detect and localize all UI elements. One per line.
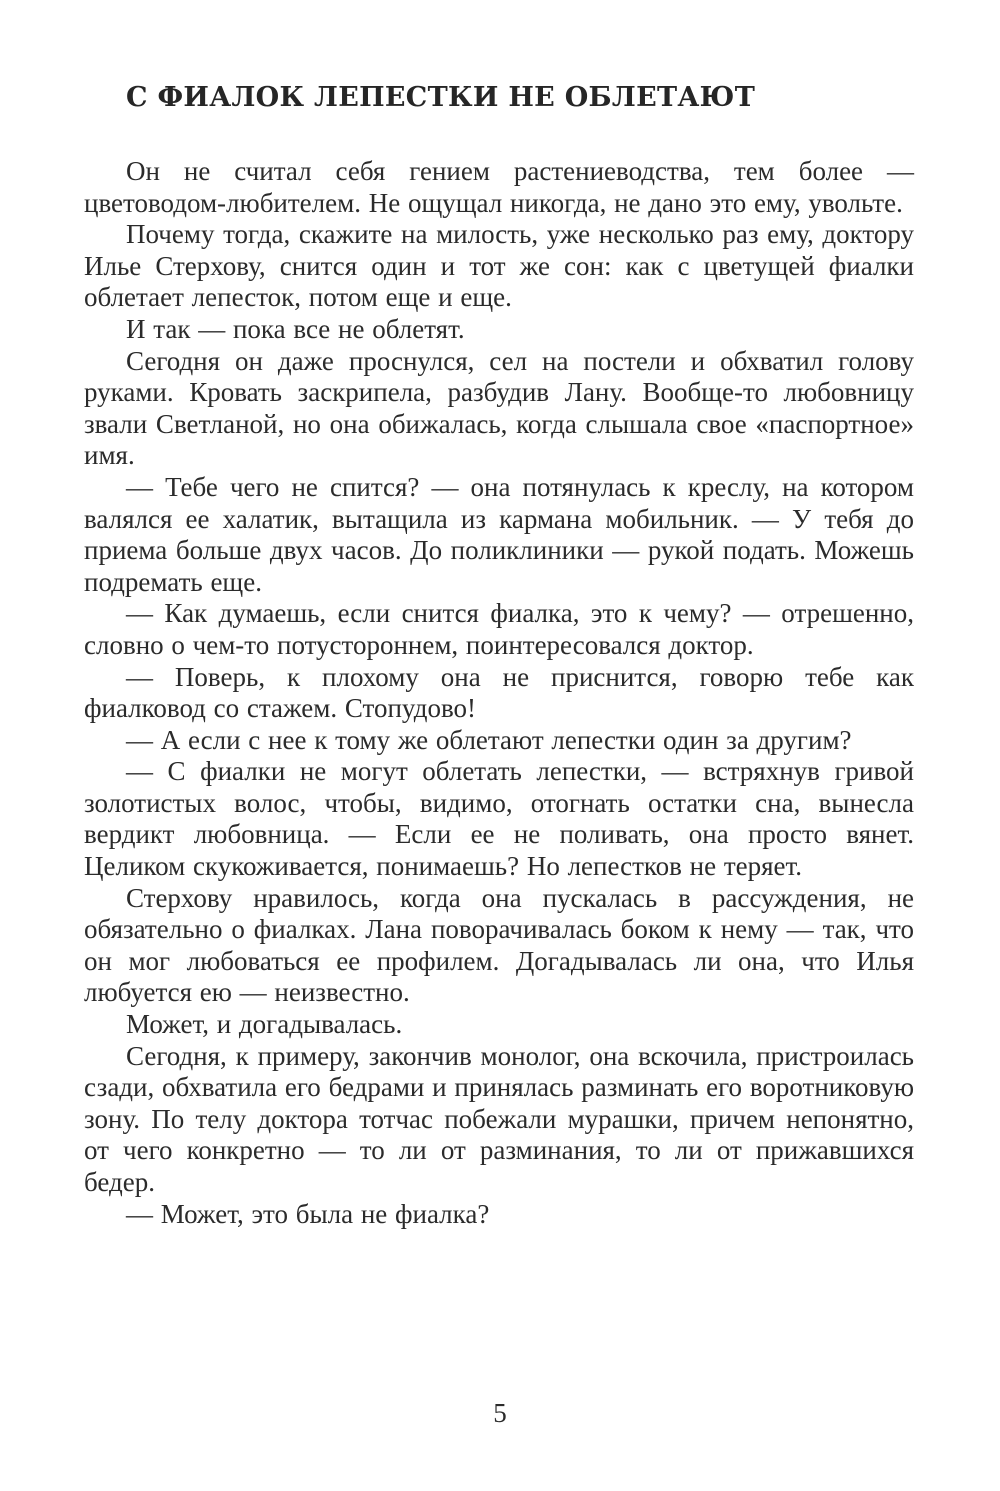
paragraph: — С фиалки не могут облетать лепестки, — встряхнув гривой золотистых волос, чтобы, видимо, отогнать остатки сна, вынесла вердикт любовница. — Если ее не поливать, она просто вянет. Целиком скукоживается, понимаешь? Но лепестков не теряет. — [84, 756, 914, 882]
paragraph: — А если с нее к тому же облетают лепестки один за другим? — [126, 724, 852, 755]
paragraph: Может, и догадывалась. — [126, 1009, 403, 1040]
paragraph: — Поверь, к плохому она не приснится, говорю тебе как фиалковод со стажем. Стопудово! — [84, 661, 914, 724]
paragraph: Стерхову нравилось, когда она пускалась в рассуждения, не обязательно о фиалках. Лана поворачивалась боком к нему — так, что он мог любоваться ее профилем. Догадывалась ли она, что Илья любуется ею — неизвестно. — [84, 882, 914, 1008]
paragraph: — Тебе чего не спится? — она потянулась к креслу, на котором валялся ее халатик, вытащила из кармана мобильник. — У тебя до приема больше двух часов. До поликлиники — рукой подать. Можешь подремать еще. — [84, 471, 914, 597]
paragraph: И так — пока все не облетят. — [126, 313, 465, 344]
paragraph: — Может, это была не фиалка? — [126, 1198, 490, 1229]
paragraph: Почему тогда, скажите на милость, уже несколько раз ему, доктору Илье Стерхову, снится один и тот же сон: как с цветущей фиалки облетает лепесток, потом еще и еще. — [84, 219, 914, 313]
page-number: 5 — [493, 1398, 507, 1428]
paragraph: Сегодня, к примеру, закончив монолог, она вскочила, пристроилась сзади, обхватила его бедрами и принялась разминать его воротниковую зону. По телу доктора тотчас побежали мурашки, причем непонятно, от чего конкретно — то ли от разминания, то ли от прижавшихся бедер. — [84, 1040, 914, 1197]
chapter-title: С ФИАЛОК ЛЕПЕСТКИ НЕ ОБЛЕТАЮТ — [126, 82, 756, 113]
paragraph: — Как думаешь, если снится фиалка, это к чему? — отрешенно, словно о чем-то потустороннем, поинтересовался доктор. — [84, 598, 914, 660]
chapter-body — [84, 156, 914, 1230]
paragraph: Сегодня он даже проснулся, сел на постели и обхватил голову руками. Кровать заскрипела, разбудив Лану. Вообще-то любовницу звали Светланой, но она обижалась, когда слышала свое «паспортное» имя. — [84, 345, 914, 471]
paragraph: Он не считал себя гением растениеводства, тем более — цветоводом-любителем. Не ощущал никогда, не дано это ему, увольте. — [84, 156, 914, 218]
